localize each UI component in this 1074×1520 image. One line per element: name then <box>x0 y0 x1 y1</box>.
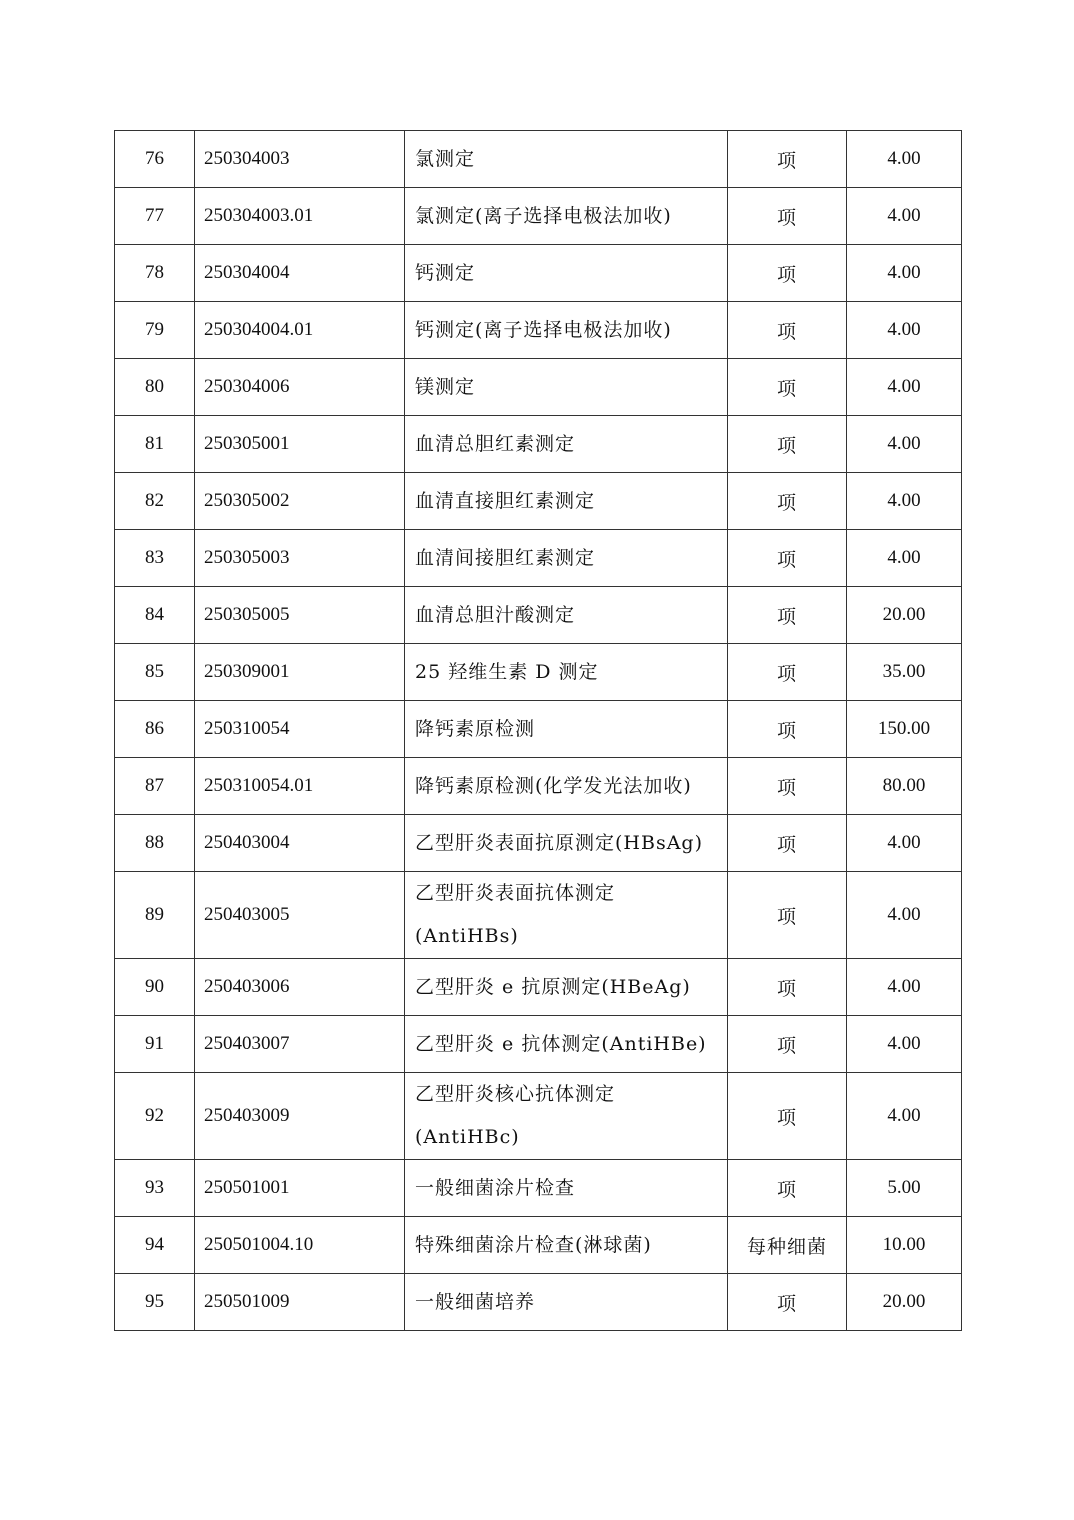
item-code: 250310054.01 <box>195 758 405 815</box>
item-name: 血清间接胆红素测定 <box>405 530 728 587</box>
table-row <box>115 815 962 872</box>
row-number: 93 <box>115 1160 195 1217</box>
item-name: 血清总胆红素测定 <box>405 416 728 473</box>
table-row <box>115 416 962 473</box>
item-code: 250309001 <box>195 644 405 701</box>
item-unit: 项 <box>728 1160 847 1217</box>
item-code: 250304004.01 <box>195 302 405 359</box>
row-number: 80 <box>115 359 195 416</box>
item-price: 4.00 <box>847 815 962 872</box>
item-code: 250403006 <box>195 959 405 1016</box>
item-name: 乙型肝炎表面抗原测定(HBsAg) <box>405 815 728 872</box>
row-number: 82 <box>115 473 195 530</box>
item-unit: 项 <box>728 815 847 872</box>
item-code: 250403005 <box>195 872 405 959</box>
row-number: 94 <box>115 1217 195 1274</box>
table-row <box>115 701 962 758</box>
item-name: 乙型肝炎 e 抗体测定(AntiHBe) <box>405 1016 728 1073</box>
item-code: 250501001 <box>195 1160 405 1217</box>
row-number: 86 <box>115 701 195 758</box>
item-price: 4.00 <box>847 416 962 473</box>
item-price: 4.00 <box>847 188 962 245</box>
item-name: 钙测定 <box>405 245 728 302</box>
row-number: 79 <box>115 302 195 359</box>
item-unit: 项 <box>728 644 847 701</box>
item-name: 氯测定 <box>405 131 728 188</box>
item-name: 降钙素原检测 <box>405 701 728 758</box>
table-row <box>115 1073 962 1160</box>
item-unit: 项 <box>728 758 847 815</box>
item-unit: 项 <box>728 1274 847 1331</box>
row-number: 76 <box>115 131 195 188</box>
item-code: 250403009 <box>195 1073 405 1160</box>
item-price: 150.00 <box>847 701 962 758</box>
item-price: 4.00 <box>847 131 962 188</box>
item-price: 20.00 <box>847 1274 962 1331</box>
item-unit: 项 <box>728 473 847 530</box>
item-code: 250304006 <box>195 359 405 416</box>
item-unit: 项 <box>728 131 847 188</box>
item-name: 乙型肝炎 e 抗原测定(HBeAg) <box>405 959 728 1016</box>
table-row <box>115 530 962 587</box>
row-number: 91 <box>115 1016 195 1073</box>
item-unit: 项 <box>728 701 847 758</box>
table-row <box>115 245 962 302</box>
item-name: 乙型肝炎表面抗体测定(AntiHBs) <box>405 872 728 959</box>
item-unit: 项 <box>728 959 847 1016</box>
item-name: 血清总胆汁酸测定 <box>405 587 728 644</box>
item-name: 特殊细菌涂片检查(淋球菌) <box>405 1217 728 1274</box>
row-number: 81 <box>115 416 195 473</box>
row-number: 83 <box>115 530 195 587</box>
item-price: 4.00 <box>847 302 962 359</box>
fee-table <box>114 130 962 1331</box>
item-unit: 项 <box>728 587 847 644</box>
item-price: 4.00 <box>847 473 962 530</box>
row-number: 84 <box>115 587 195 644</box>
row-number: 77 <box>115 188 195 245</box>
table-row <box>115 758 962 815</box>
row-number: 92 <box>115 1073 195 1160</box>
item-price: 20.00 <box>847 587 962 644</box>
item-price: 80.00 <box>847 758 962 815</box>
item-name: 一般细菌涂片检查 <box>405 1160 728 1217</box>
item-price: 35.00 <box>847 644 962 701</box>
row-number: 87 <box>115 758 195 815</box>
item-code: 250501004.10 <box>195 1217 405 1274</box>
item-name: 血清直接胆红素测定 <box>405 473 728 530</box>
item-code: 250310054 <box>195 701 405 758</box>
item-name: 降钙素原检测(化学发光法加收) <box>405 758 728 815</box>
item-unit: 项 <box>728 245 847 302</box>
item-code: 250305005 <box>195 587 405 644</box>
item-name: 25 羟维生素 D 测定 <box>405 644 728 701</box>
row-number: 89 <box>115 872 195 959</box>
table-row <box>115 644 962 701</box>
table-row <box>115 1274 962 1331</box>
item-name: 乙型肝炎核心抗体测定(AntiHBc) <box>405 1073 728 1160</box>
table-row <box>115 1217 962 1274</box>
item-unit: 项 <box>728 416 847 473</box>
item-unit: 项 <box>728 1016 847 1073</box>
item-price: 4.00 <box>847 245 962 302</box>
item-code: 250304003 <box>195 131 405 188</box>
item-price: 5.00 <box>847 1160 962 1217</box>
table-row <box>115 188 962 245</box>
table-row <box>115 587 962 644</box>
item-code: 250403004 <box>195 815 405 872</box>
table-row <box>115 131 962 188</box>
fee-table-body <box>115 131 962 1331</box>
row-number: 78 <box>115 245 195 302</box>
item-unit: 项 <box>728 302 847 359</box>
item-name: 钙测定(离子选择电极法加收) <box>405 302 728 359</box>
table-row <box>115 302 962 359</box>
table-row <box>115 1160 962 1217</box>
item-code: 250501009 <box>195 1274 405 1331</box>
item-code: 250304003.01 <box>195 188 405 245</box>
item-code: 250304004 <box>195 245 405 302</box>
row-number: 88 <box>115 815 195 872</box>
item-price: 4.00 <box>847 530 962 587</box>
item-unit: 项 <box>728 872 847 959</box>
item-code: 250305003 <box>195 530 405 587</box>
item-price: 4.00 <box>847 872 962 959</box>
table-row <box>115 872 962 959</box>
item-price: 4.00 <box>847 1073 962 1160</box>
item-code: 250305002 <box>195 473 405 530</box>
item-price: 4.00 <box>847 359 962 416</box>
item-code: 250403007 <box>195 1016 405 1073</box>
item-unit: 项 <box>728 359 847 416</box>
item-name: 一般细菌培养 <box>405 1274 728 1331</box>
item-code: 250305001 <box>195 416 405 473</box>
item-unit: 项 <box>728 530 847 587</box>
item-price: 4.00 <box>847 959 962 1016</box>
item-price: 4.00 <box>847 1016 962 1073</box>
row-number: 95 <box>115 1274 195 1331</box>
item-unit: 项 <box>728 1073 847 1160</box>
item-price: 10.00 <box>847 1217 962 1274</box>
table-row <box>115 959 962 1016</box>
item-unit: 项 <box>728 188 847 245</box>
table-row <box>115 1016 962 1073</box>
table-row <box>115 359 962 416</box>
table-row <box>115 473 962 530</box>
row-number: 90 <box>115 959 195 1016</box>
item-name: 氯测定(离子选择电极法加收) <box>405 188 728 245</box>
item-unit: 每种细菌 <box>728 1217 847 1274</box>
row-number: 85 <box>115 644 195 701</box>
item-name: 镁测定 <box>405 359 728 416</box>
